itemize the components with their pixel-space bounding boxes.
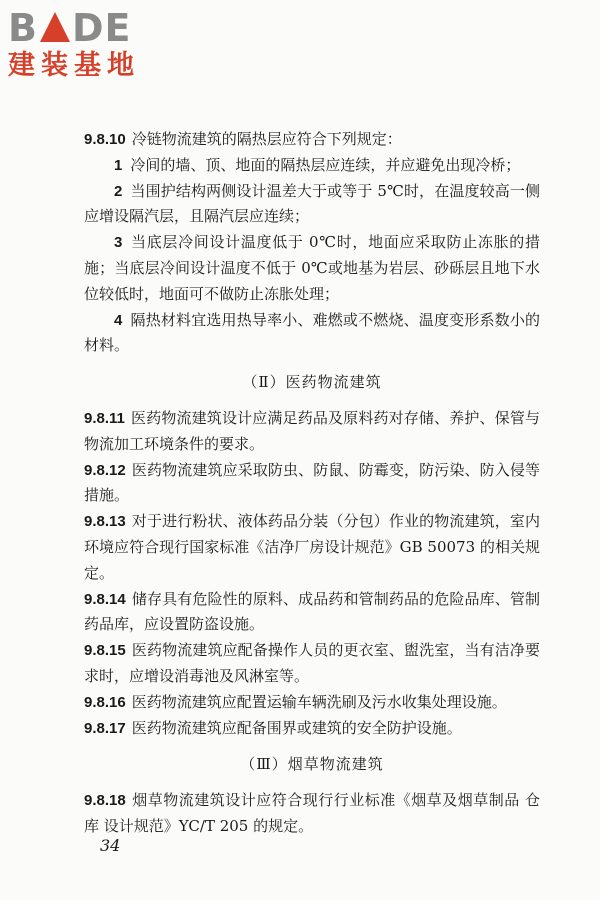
clause-9-8-13: [84, 509, 540, 586]
clause-9-8-12: [84, 458, 540, 510]
clause-9-8-11: [84, 406, 540, 458]
clause-9-8-10: [84, 127, 540, 153]
logo-subtitle: 建装基地: [8, 50, 140, 81]
logo-wordmark: [8, 8, 178, 48]
clause-text: 医药物流建筑应配置运输车辆洗刷及污水收集处理设施。: [131, 692, 507, 711]
clause-text: 储存具有危险性的原料、成品药和管制药品的危险品库、管制药品库，应设置防盗设施。: [84, 589, 540, 634]
clause-number: 9.8.14: [84, 590, 126, 608]
clause-text: 医药物流建筑应配备操作人员的更衣室、盥洗室，当有洁净要求时，应增设消毒池及风淋室等。: [84, 641, 540, 685]
clause-number: 9.8.15: [84, 642, 126, 660]
clause-text: 冷链物流建筑的隔热层应符合下列规定：: [131, 130, 402, 148]
item-number: 4: [114, 311, 123, 329]
item-number: 2: [114, 182, 123, 200]
clause-number: 9.8.10: [84, 131, 126, 148]
item-text: 当底层冷间设计温度低于 0℃时，地面应采取防止冻胀的措施；当底层冷间设计温度不低于 0℃或地基为岩层、砂砾层且地下水位较低时，地面可不做防止冻胀处理；: [84, 233, 540, 303]
clause-9-8-15: [84, 638, 540, 690]
logo-triangle-icon: [40, 12, 70, 42]
item-text: 冷间的墙、顶、地面的隔热层应连续，并应避免出现冷桥；: [130, 155, 521, 174]
clause-text: 对于进行粉状、液体药品分装（分包）作业的物流建筑，室内环境应符合现行国家标准《洁净厂房设计规范》GB 50073 的相关规定。: [84, 512, 540, 582]
clause-number: 9.8.11: [84, 409, 125, 427]
clause-9-8-14: [84, 587, 540, 639]
clause-number: 9.8.18: [84, 792, 126, 810]
logo-letters-right: DE: [71, 6, 132, 50]
clause-text: 医药物流建筑应采取防虫、防鼠、防霉变，防污染、防入侵等措施。: [84, 460, 540, 505]
item-number: 1: [114, 156, 123, 174]
clause-item-1: [84, 153, 540, 179]
clause-number: 9.8.13: [84, 513, 126, 531]
clause-9-8-17: [84, 716, 540, 742]
clause-9-8-18: [84, 788, 540, 840]
page-number: 34: [100, 836, 121, 855]
clause-text: 医药物流建筑应配备围界或建筑的安全防护设施。: [131, 718, 462, 737]
logo-letters-left: B: [8, 6, 38, 50]
clause-item-3: [84, 230, 540, 307]
section-heading-tobacco: （Ⅲ）烟草物流建筑: [240, 755, 384, 774]
item-number: 3: [114, 234, 123, 252]
clause-number: 9.8.16: [84, 693, 126, 711]
clause-number: 9.8.17: [84, 719, 126, 737]
clause-item-4: [84, 308, 540, 360]
clause-text: 医药物流建筑设计应满足药品及原料药对存储、养护、保管与物流加工环境条件的要求。: [84, 408, 540, 453]
item-text: 当围护结构两侧设计温差大于或等于 5℃时，在温度较高一侧应增设隔汽层，且隔汽层应连续；: [84, 181, 540, 226]
section-heading-pharma: （Ⅱ）医药物流建筑: [242, 373, 382, 392]
clause-9-8-16: [84, 690, 540, 716]
page-content: [84, 127, 540, 840]
item-text: 隔热材料宜选用热导率小、难燃或不燃烧、温度变形系数小的材料。: [84, 310, 540, 355]
clause-text: 烟草物流建筑设计应符合现行行业标准《烟草及烟草制品 仓库 设计规范》YC/T 205 的规定。: [84, 791, 540, 835]
clause-item-2: [84, 179, 540, 231]
bade-logo: [8, 8, 178, 82]
clause-number: 9.8.12: [84, 461, 126, 479]
